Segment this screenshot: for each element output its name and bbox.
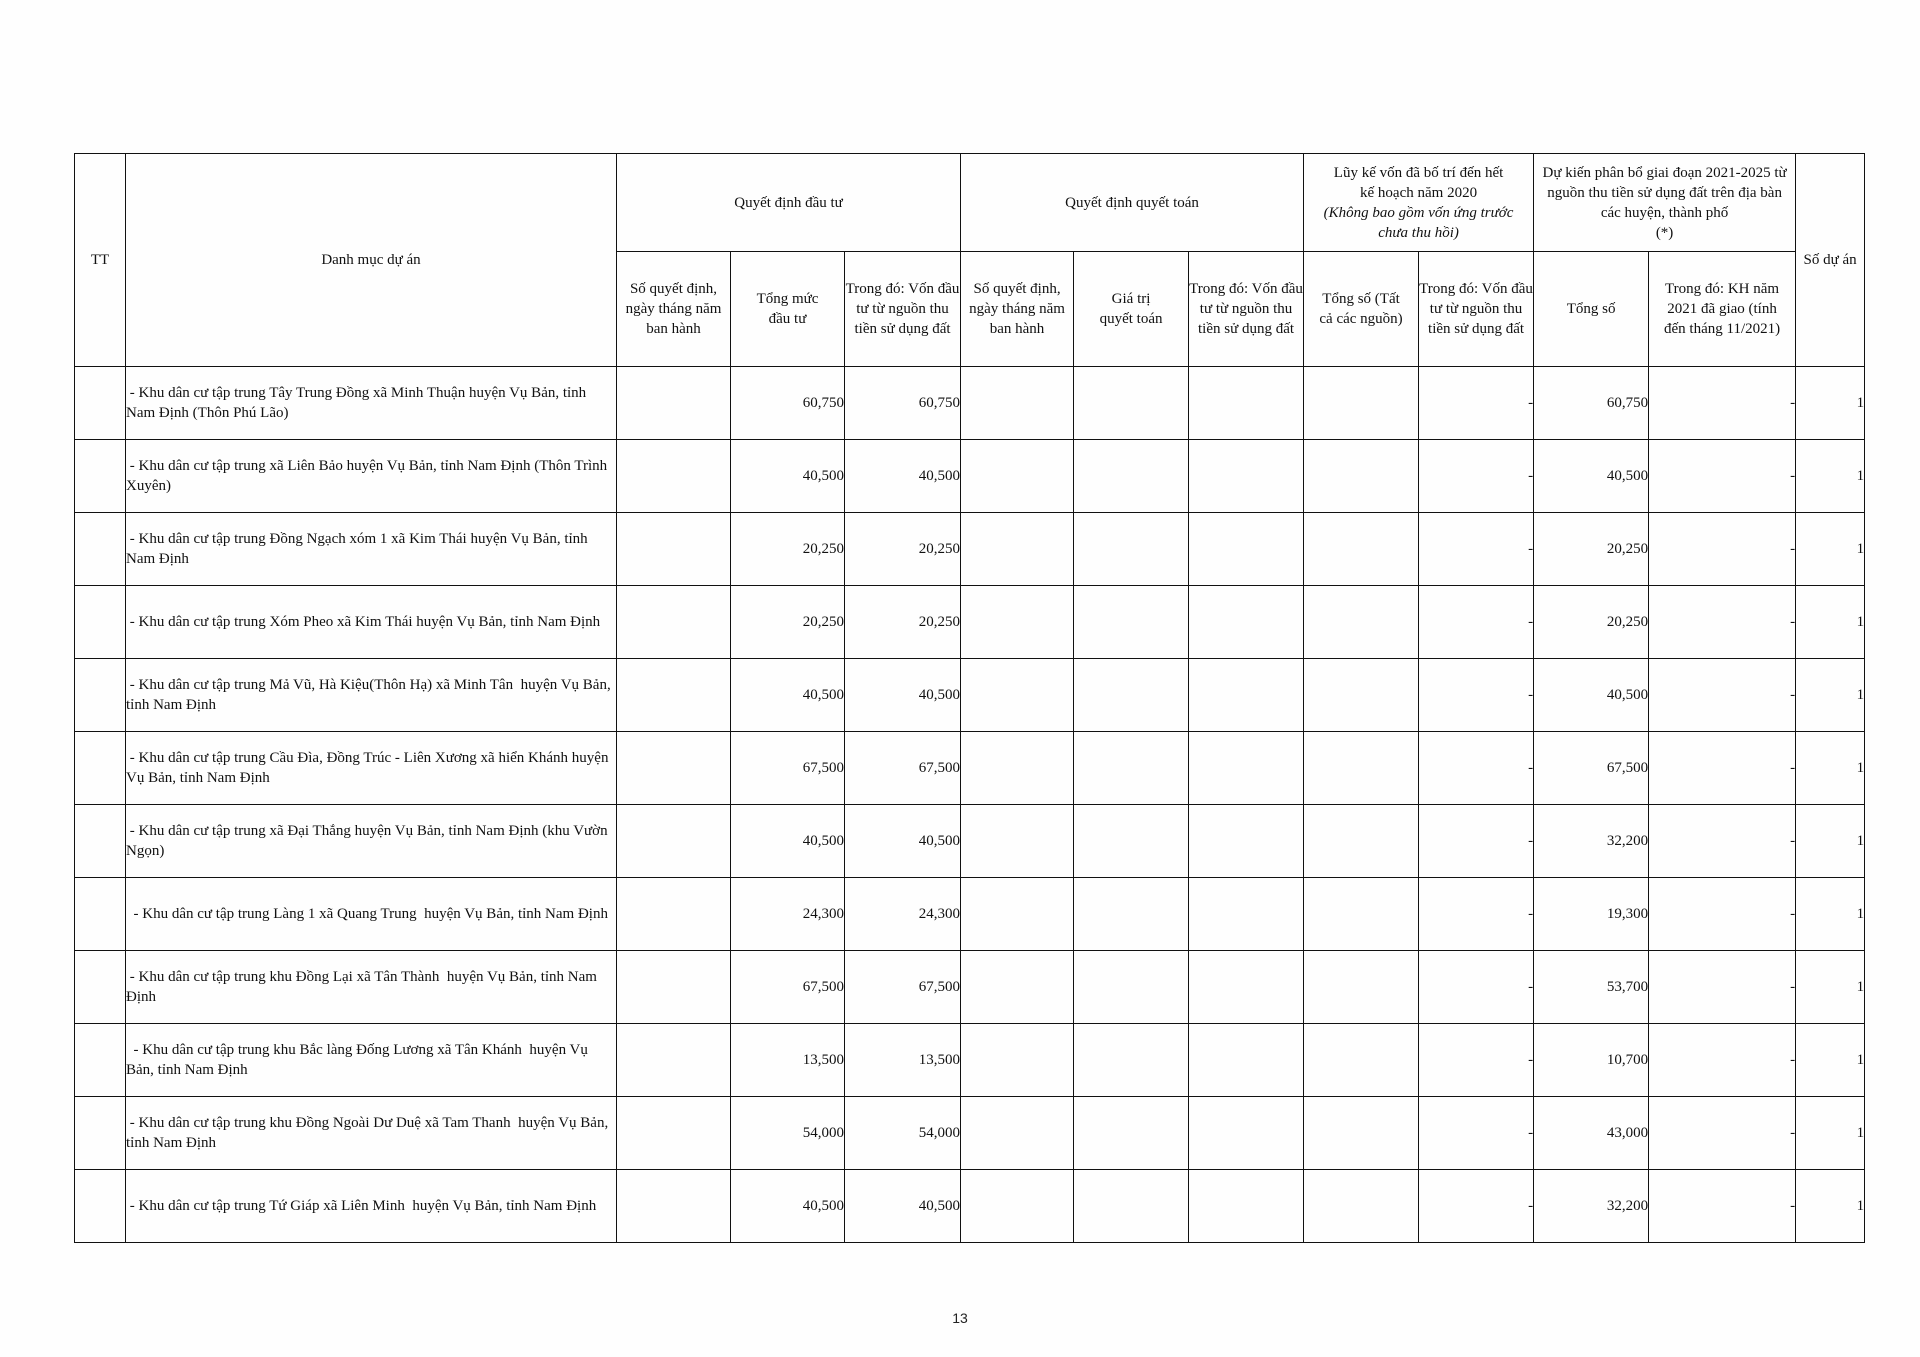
- cell-tt: [75, 659, 126, 732]
- header-trong-do-qt: Trong đó: Vốn đầu tư từ nguồn thu tiền sử dụng đất: [1189, 252, 1304, 367]
- cell-dk-tong-so: 19,300: [1534, 878, 1649, 951]
- luy-ke-line2: kế hoạch năm 2020: [1360, 184, 1478, 201]
- cell-trong-do-dt: 60,750: [845, 367, 961, 440]
- cell-trong-do-qt: [1189, 878, 1304, 951]
- cell-so-du-an: 1: [1796, 659, 1865, 732]
- cell-gia-tri-qt: [1074, 513, 1189, 586]
- cell-lk-tong-so: [1304, 732, 1419, 805]
- cell-tong-muc-dt: 40,500: [731, 1170, 845, 1243]
- cell-dk-tong-so: 10,700: [1534, 1024, 1649, 1097]
- cell-gia-tri-qt: [1074, 732, 1189, 805]
- table-header: [75, 154, 1865, 367]
- cell-tt: [75, 440, 126, 513]
- cell-tt: [75, 513, 126, 586]
- cell-tt: [75, 878, 126, 951]
- cell-lk-tong-so: [1304, 586, 1419, 659]
- cell-so-qd-dt: [617, 513, 731, 586]
- cell-gia-tri-qt: [1074, 367, 1189, 440]
- cell-project-name: - Khu dân cư tập trung khu Đồng Ngoài Dư Duệ xã Tam Thanh huyện Vụ Bản, tỉnh Nam Định: [126, 1097, 617, 1170]
- cell-so-qd-dt: [617, 1097, 731, 1170]
- cell-lk-trong-do: -: [1419, 367, 1534, 440]
- cell-project-name: - Khu dân cư tập trung Mả Vũ, Hà Kiệu(Thôn Hạ) xã Minh Tân huyện Vụ Bản, tỉnh Nam Định: [126, 659, 617, 732]
- cell-trong-do-qt: [1189, 440, 1304, 513]
- cell-trong-do-dt: 67,500: [845, 732, 961, 805]
- cell-gia-tri-qt: [1074, 586, 1189, 659]
- cell-dk-tong-so: 40,500: [1534, 659, 1649, 732]
- cell-so-du-an: 1: [1796, 1024, 1865, 1097]
- cell-trong-do-qt: [1189, 1170, 1304, 1243]
- header-du-kien: [1534, 154, 1796, 252]
- cell-trong-do-qt: [1189, 1024, 1304, 1097]
- cell-trong-do-qt: [1189, 1097, 1304, 1170]
- cell-dk-trong-do: -: [1649, 1097, 1796, 1170]
- cell-trong-do-qt: [1189, 951, 1304, 1024]
- header-lk-trong-do: Trong đó: Vốn đầu tư từ nguồn thu tiền sử dụng đất: [1419, 252, 1534, 367]
- cell-dk-trong-do: -: [1649, 513, 1796, 586]
- cell-lk-trong-do: -: [1419, 1170, 1534, 1243]
- cell-gia-tri-qt: [1074, 1097, 1189, 1170]
- cell-dk-trong-do: -: [1649, 732, 1796, 805]
- table-row: [75, 659, 1865, 732]
- cell-tong-muc-dt: 40,500: [731, 659, 845, 732]
- cell-dk-tong-so: 20,250: [1534, 513, 1649, 586]
- cell-lk-tong-so: [1304, 1170, 1419, 1243]
- du-kien-line1: Dự kiến phân bổ giai đoạn 2021-2025 từ nguồn thu tiền sử dụng đất trên địa bàn các huyện, thành phố: [1542, 164, 1787, 221]
- cell-trong-do-qt: [1189, 732, 1304, 805]
- cell-dk-tong-so: 43,000: [1534, 1097, 1649, 1170]
- header-so-du-an: Số dự án: [1796, 154, 1865, 367]
- cell-tt: [75, 1097, 126, 1170]
- table-row: [75, 1024, 1865, 1097]
- cell-so-du-an: 1: [1796, 440, 1865, 513]
- cell-lk-trong-do: -: [1419, 878, 1534, 951]
- cell-tt: [75, 1024, 126, 1097]
- cell-tong-muc-dt: 40,500: [731, 440, 845, 513]
- header-dk-tong-so: Tổng số: [1534, 252, 1649, 367]
- cell-tt: [75, 1170, 126, 1243]
- cell-so-qd-qt: [961, 440, 1074, 513]
- page-number: 13: [952, 1310, 968, 1326]
- cell-dk-trong-do: -: [1649, 367, 1796, 440]
- cell-so-qd-dt: [617, 878, 731, 951]
- cell-lk-trong-do: -: [1419, 951, 1534, 1024]
- cell-so-du-an: 1: [1796, 513, 1865, 586]
- cell-gia-tri-qt: [1074, 805, 1189, 878]
- cell-so-qd-dt: [617, 440, 731, 513]
- cell-dk-trong-do: -: [1649, 440, 1796, 513]
- cell-lk-trong-do: -: [1419, 659, 1534, 732]
- cell-so-qd-qt: [961, 1024, 1074, 1097]
- cell-lk-trong-do: -: [1419, 1024, 1534, 1097]
- header-so-qd-dt: Số quyết định, ngày tháng năm ban hành: [617, 252, 731, 367]
- cell-lk-tong-so: [1304, 440, 1419, 513]
- cell-tong-muc-dt: 54,000: [731, 1097, 845, 1170]
- cell-dk-tong-so: 40,500: [1534, 440, 1649, 513]
- table-row: [75, 440, 1865, 513]
- cell-so-qd-qt: [961, 513, 1074, 586]
- cell-dk-tong-so: 53,700: [1534, 951, 1649, 1024]
- cell-so-qd-dt: [617, 586, 731, 659]
- cell-lk-tong-so: [1304, 1097, 1419, 1170]
- cell-trong-do-qt: [1189, 367, 1304, 440]
- cell-lk-tong-so: [1304, 805, 1419, 878]
- cell-so-qd-dt: [617, 367, 731, 440]
- cell-trong-do-dt: 24,300: [845, 878, 961, 951]
- cell-so-du-an: 1: [1796, 951, 1865, 1024]
- cell-dk-trong-do: -: [1649, 805, 1796, 878]
- cell-tong-muc-dt: 60,750: [731, 367, 845, 440]
- header-trong-do-dt: Trong đó: Vốn đầu tư từ nguồn thu tiền sử dụng đất: [845, 252, 961, 367]
- table-row: [75, 951, 1865, 1024]
- cell-lk-tong-so: [1304, 659, 1419, 732]
- cell-lk-tong-so: [1304, 513, 1419, 586]
- header-luy-ke: [1304, 154, 1534, 252]
- cell-project-name: - Khu dân cư tập trung khu Bắc làng Đống Lương xã Tân Khánh huyện Vụ Bản, tỉnh Nam Định: [126, 1024, 617, 1097]
- cell-tong-muc-dt: 67,500: [731, 951, 845, 1024]
- cell-trong-do-qt: [1189, 513, 1304, 586]
- cell-lk-tong-so: [1304, 1024, 1419, 1097]
- table-row: [75, 805, 1865, 878]
- cell-so-qd-qt: [961, 732, 1074, 805]
- header-lk-tong-so: Tổng số (Tất cả các nguồn): [1304, 252, 1419, 367]
- cell-trong-do-dt: 40,500: [845, 659, 961, 732]
- cell-project-name: - Khu dân cư tập trung xã Liên Bảo huyện Vụ Bản, tỉnh Nam Định (Thôn Trình Xuyên): [126, 440, 617, 513]
- cell-trong-do-dt: 40,500: [845, 805, 961, 878]
- cell-project-name: - Khu dân cư tập trung khu Đồng Lại xã Tân Thành huyện Vụ Bản, tỉnh Nam Định: [126, 951, 617, 1024]
- luy-ke-line1: Lũy kế vốn đã bố trí đến hết: [1333, 164, 1504, 181]
- table-row: [75, 878, 1865, 951]
- cell-so-qd-qt: [961, 951, 1074, 1024]
- cell-lk-tong-so: [1304, 878, 1419, 951]
- luy-ke-note: (Không bao gồm vốn ứng trước chưa thu hồi): [1323, 204, 1514, 241]
- table-row: [75, 1097, 1865, 1170]
- table-body: [75, 367, 1865, 1243]
- header-dk-trong-do: Trong đó: KH năm 2021 đã giao (tính đến tháng 11/2021): [1649, 252, 1796, 367]
- header-so-qd-qt: Số quyết định, ngày tháng năm ban hành: [961, 252, 1074, 367]
- cell-so-du-an: 1: [1796, 1097, 1865, 1170]
- cell-project-name: - Khu dân cư tập trung Cầu Đìa, Đồng Trúc - Liên Xương xã hiển Khánh huyện Vụ Bản, tỉnh Nam Định: [126, 732, 617, 805]
- cell-dk-trong-do: -: [1649, 1170, 1796, 1243]
- cell-lk-trong-do: -: [1419, 586, 1534, 659]
- table-row: [75, 513, 1865, 586]
- cell-so-qd-qt: [961, 878, 1074, 951]
- cell-dk-trong-do: -: [1649, 586, 1796, 659]
- cell-dk-trong-do: -: [1649, 878, 1796, 951]
- cell-tong-muc-dt: 24,300: [731, 878, 845, 951]
- cell-trong-do-dt: 13,500: [845, 1024, 961, 1097]
- cell-so-du-an: 1: [1796, 586, 1865, 659]
- cell-dk-tong-so: 67,500: [1534, 732, 1649, 805]
- cell-gia-tri-qt: [1074, 951, 1189, 1024]
- cell-lk-tong-so: [1304, 367, 1419, 440]
- cell-so-qd-dt: [617, 659, 731, 732]
- cell-project-name: - Khu dân cư tập trung Xóm Pheo xã Kim Thái huyện Vụ Bản, tỉnh Nam Định: [126, 586, 617, 659]
- cell-tt: [75, 732, 126, 805]
- cell-so-qd-qt: [961, 367, 1074, 440]
- cell-gia-tri-qt: [1074, 1170, 1189, 1243]
- cell-trong-do-qt: [1189, 805, 1304, 878]
- cell-project-name: - Khu dân cư tập trung Tây Trung Đồng xã Minh Thuận huyện Vụ Bản, tỉnh Nam Định (Thôn Phú Lão): [126, 367, 617, 440]
- cell-trong-do-dt: 67,500: [845, 951, 961, 1024]
- cell-lk-tong-so: [1304, 951, 1419, 1024]
- header-tt: TT: [75, 154, 126, 367]
- cell-tong-muc-dt: 20,250: [731, 513, 845, 586]
- cell-lk-trong-do: -: [1419, 513, 1534, 586]
- cell-lk-trong-do: -: [1419, 805, 1534, 878]
- cell-so-du-an: 1: [1796, 732, 1865, 805]
- cell-tong-muc-dt: 20,250: [731, 586, 845, 659]
- header-qd-quyet-toan: Quyết định quyết toán: [961, 154, 1304, 252]
- header-gia-tri-qt: Giá trị quyết toán: [1074, 252, 1189, 367]
- du-kien-line2: (*): [1655, 224, 1674, 241]
- cell-project-name: - Khu dân cư tập trung Làng 1 xã Quang Trung huyện Vụ Bản, tỉnh Nam Định: [126, 878, 617, 951]
- cell-so-qd-qt: [961, 586, 1074, 659]
- cell-gia-tri-qt: [1074, 878, 1189, 951]
- cell-gia-tri-qt: [1074, 1024, 1189, 1097]
- cell-trong-do-dt: 40,500: [845, 1170, 961, 1243]
- cell-dk-tong-so: 32,200: [1534, 1170, 1649, 1243]
- cell-trong-do-dt: 40,500: [845, 440, 961, 513]
- cell-so-qd-qt: [961, 659, 1074, 732]
- cell-tt: [75, 805, 126, 878]
- project-table: [74, 153, 1865, 1243]
- table-row: [75, 367, 1865, 440]
- cell-so-qd-qt: [961, 805, 1074, 878]
- header-qd-dau-tu: Quyết định đầu tư: [617, 154, 961, 252]
- cell-so-du-an: 1: [1796, 878, 1865, 951]
- cell-so-du-an: 1: [1796, 805, 1865, 878]
- cell-so-qd-dt: [617, 732, 731, 805]
- header-tong-muc-dt: Tổng mức đầu tư: [731, 252, 845, 367]
- cell-project-name: - Khu dân cư tập trung Đồng Ngạch xóm 1 xã Kim Thái huyện Vụ Bản, tỉnh Nam Định: [126, 513, 617, 586]
- cell-trong-do-qt: [1189, 586, 1304, 659]
- cell-dk-tong-so: 60,750: [1534, 367, 1649, 440]
- cell-dk-tong-so: 20,250: [1534, 586, 1649, 659]
- cell-project-name: - Khu dân cư tập trung xã Đại Thắng huyện Vụ Bản, tỉnh Nam Định (khu Vườn Ngọn): [126, 805, 617, 878]
- cell-dk-trong-do: -: [1649, 659, 1796, 732]
- cell-trong-do-dt: 20,250: [845, 513, 961, 586]
- cell-so-qd-dt: [617, 1170, 731, 1243]
- cell-trong-do-qt: [1189, 659, 1304, 732]
- cell-so-qd-dt: [617, 1024, 731, 1097]
- cell-so-du-an: 1: [1796, 367, 1865, 440]
- cell-dk-trong-do: -: [1649, 1024, 1796, 1097]
- cell-so-du-an: 1: [1796, 1170, 1865, 1243]
- cell-trong-do-dt: 20,250: [845, 586, 961, 659]
- table-row: [75, 1170, 1865, 1243]
- table-row: [75, 586, 1865, 659]
- cell-lk-trong-do: -: [1419, 732, 1534, 805]
- cell-so-qd-qt: [961, 1170, 1074, 1243]
- cell-so-qd-dt: [617, 951, 731, 1024]
- cell-trong-do-dt: 54,000: [845, 1097, 961, 1170]
- cell-project-name: - Khu dân cư tập trung Tứ Giáp xã Liên Minh huyện Vụ Bản, tỉnh Nam Định: [126, 1170, 617, 1243]
- cell-gia-tri-qt: [1074, 440, 1189, 513]
- cell-tong-muc-dt: 13,500: [731, 1024, 845, 1097]
- cell-tong-muc-dt: 67,500: [731, 732, 845, 805]
- cell-tt: [75, 586, 126, 659]
- cell-tt: [75, 951, 126, 1024]
- cell-dk-trong-do: -: [1649, 951, 1796, 1024]
- cell-so-qd-dt: [617, 805, 731, 878]
- cell-lk-trong-do: -: [1419, 1097, 1534, 1170]
- cell-lk-trong-do: -: [1419, 440, 1534, 513]
- cell-tt: [75, 367, 126, 440]
- header-danh-muc: Danh mục dự án: [126, 154, 617, 367]
- cell-tong-muc-dt: 40,500: [731, 805, 845, 878]
- cell-gia-tri-qt: [1074, 659, 1189, 732]
- cell-so-qd-qt: [961, 1097, 1074, 1170]
- cell-dk-tong-so: 32,200: [1534, 805, 1649, 878]
- table-row: [75, 732, 1865, 805]
